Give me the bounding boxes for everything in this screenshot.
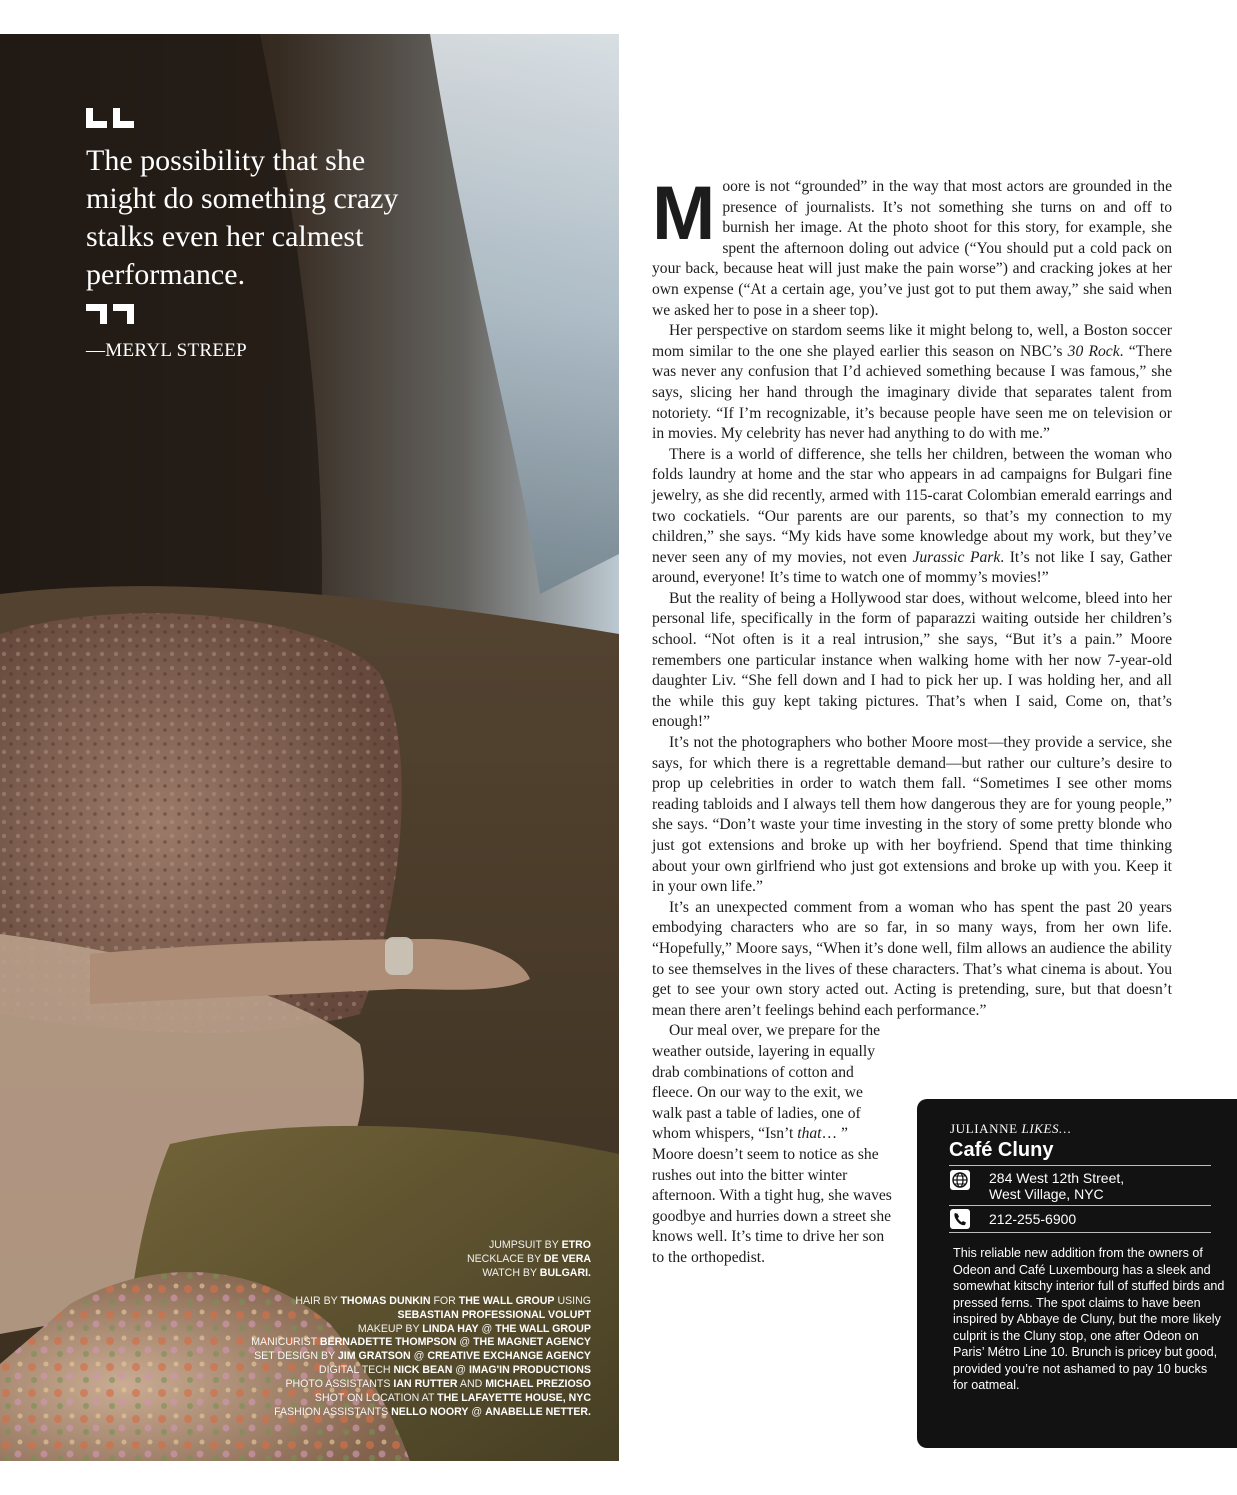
credit-line: SEBASTIAN PROFESSIONAL VOLUPT [397, 1308, 591, 1321]
pull-quote-attribution: —MERYL STREEP [86, 340, 248, 361]
venue-description: This reliable new addition from the owners of Odeon and Café Luxembourg has a sleek and somewhat kitschy interior full of stuffed birds and pressed ferns. The spot claims to have been inspired by Abbaye de Cluny, but the more likely culprit is the Cluny stop, one after Odeon on Paris’ Métro Line 10. Brunch is pricey but good, provided you’re not ashamed to pay 10 bucks for oatmeal. [953, 1246, 1225, 1392]
credit-line: JUMPSUIT BY ETRO [488, 1239, 591, 1251]
credit-line: MAKEUP BY LINDA HAY @ THE WALL GROUP [357, 1322, 591, 1335]
credit-line: DIGITAL TECH NICK BEAN @ IMAG'IN PRODUCTIONS [318, 1364, 591, 1377]
credit-line: PHOTO ASSISTANTS IAN RUTTER AND MICHAEL PREZIOSO [285, 1378, 591, 1391]
pull-quote: The possibility that she might do something crazy stalks even her calmest performance. [86, 144, 399, 291]
credit-line: MANICURIST BERNADETTE THOMPSON @ THE MAGNET AGENCY [251, 1336, 591, 1349]
article-paragraph: There is a world of difference, she tells her children, between the woman who folds laundry at home and the star who appears in ad campaigns for Bulgari fine jewelry, as she did recently, armed with 115-carat Colombian emerald earrings and two cockatiels. “Our parents are our parents, so that’s my connection to my children,” she says. “My kids have some knowledge about my work, but they’ve never seen any of my movies, not even Jurassic Park. It’s not like I say, Gather around, everyone! It’s time to watch one of mommy’s movies!” [652, 445, 1172, 587]
credit-line: WATCH BY BULGARI. [482, 1266, 591, 1279]
sidebar-kicker: JULIANNE LIKES… [950, 1121, 1072, 1136]
photo-credits [191, 1239, 591, 1420]
divider [949, 1165, 1211, 1166]
article-paragraph: It’s an unexpected comment from a woman who has spent the past 20 years embodying characters who are so far, in so many ways, from her own life. “Hopefully,” Moore says, “When it’s done well, film allows an audience the ability to see themselves in the lives of these characters. That’s what cinema is about. You get to see your own story acted out. Acting is pretending, sure, but that doesn’t mean there aren’t feelings behind each performance.” [652, 898, 1172, 1019]
article-closing-paragraph: Our meal over, we prepare for the weather outside, layering in equally drab combinations of cotton and fleece. On our way to the exit, we walk past a table of ladies, one of whom whispers, “Isn’t that… ” Moore doesn’t seem to notice as she rushes out into the bitter winter afternoon. With a tight hug, she waves goodbye and hurries down a street she knows well. It’s time to drive her son to the orthopedist. [652, 1022, 892, 1266]
phone-icon [950, 1209, 970, 1229]
article-paragraph: It’s not the photographers who bother Moore most—they provide a service, she says, for which there is a regrettable demand—but rather our culture’s desire to prop up celebrities in order to watch them fall. “Sometimes I see other moms reading tabloids and I always tell them how dangerous they are for young people,” she says. “Don’t waste your time investing in the story of some pretty blonde who just got extensions and broke up with her boyfriend. Spend that time thinking about your own girlfriend who just got extensions and broke up with you. Keep it in your own life.” [652, 734, 1172, 896]
credit-line: HAIR BY THOMAS DUNKIN FOR THE WALL GROUP USING [295, 1294, 591, 1307]
venue-name: Café Cluny [949, 1139, 1054, 1161]
paragraph-text: oore is not “grounded” in the way that most actors are grounded in the presence of journalists. It’s not something she turns on and off to burnish her image. At the photo shoot for this story, for example, she spent the afternoon doling out advice (“You should put a cold pack on your back, because heat will just make the pain worse”) and cracking jokes at her own expense (“At a certain age, you’ve just got to put them away,” she said when we asked her to pose in a sheer top). [652, 178, 1172, 319]
article-paragraph: Her perspective on stardom seems like it might belong to, well, a Boston soccer mom similar to the one she played earlier this season on NBC’s 30 Rock. “There was never any confusion that I’d achieved something because I was famous,” she says, slicing her hand through the imaginary divide that separates talent from notoriety. “If I’m recognizable, it’s because people have seen me on television or in movies. My celebrity has never had anything to do with me.” [652, 322, 1172, 443]
divider [949, 1205, 1211, 1206]
credit-line: SHOT ON LOCATION AT THE LAFAYETTE HOUSE, NYC [314, 1392, 591, 1405]
globe-icon [950, 1170, 970, 1190]
credit-line: FASHION ASSISTANTS NELLO NOORY @ ANABELLE NETTER. [274, 1405, 591, 1418]
julianne-likes-box [917, 1099, 1237, 1448]
close-quote-icon [86, 304, 138, 324]
open-quote-icon [86, 108, 138, 128]
divider [949, 1232, 1211, 1233]
feature-photo [0, 34, 619, 1461]
credit-line: SET DESIGN BY JIM GRATSON @ CREATIVE EXCHANGE AGENCY [254, 1350, 591, 1363]
venue-address: 284 West 12th Street, West Village, NYC [989, 1170, 1125, 1202]
venue-phone: 212-255-6900 [989, 1211, 1077, 1227]
article-paragraph [652, 171, 1172, 321]
article-paragraph: But the reality of being a Hollywood star does, without welcome, bleed into her personal life, specifically in the form of paparazzi waiting outside her children’s school. “Not often is it a real intrusion,” she says, “But it’s a pain.” Moore remembers one particular instance when walking home with her now 7-year-old daughter Liv. “She fell down and I had to pick her up. I was holding her, and all the while this guy kept taking pictures. That’s when I said, Come on, that’s enough!” [652, 589, 1172, 731]
drop-cap: M [652, 171, 716, 256]
credit-line: NECKLACE BY DE VERA [466, 1252, 591, 1265]
credit-line [191, 1281, 591, 1295]
